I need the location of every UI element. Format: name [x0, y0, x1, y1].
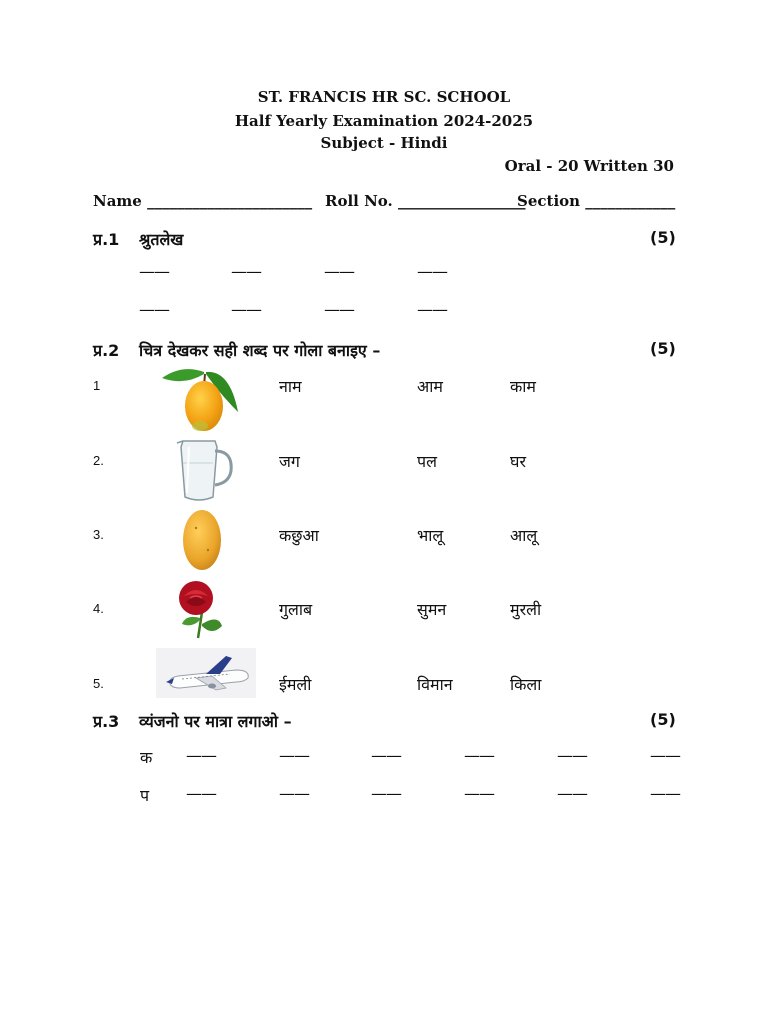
- item-number: 2.: [93, 453, 104, 468]
- q1-blank: ——: [231, 262, 261, 281]
- q3-blank: ——: [650, 746, 680, 765]
- exam-title: Half Yearly Examination 2024-2025: [234, 112, 534, 130]
- potato-icon: [180, 508, 224, 572]
- option-word: गुलाब: [279, 600, 313, 619]
- option-word: आलू: [510, 526, 538, 545]
- q3-blank: ——: [650, 784, 680, 803]
- q3-blank: ——: [186, 746, 216, 765]
- q1-number: प्र.1: [93, 230, 120, 249]
- name-field: Name ______________________: [93, 192, 313, 210]
- section-field: Section ____________: [517, 192, 676, 210]
- q3-title: व्यंजनो पर मात्रा लगाओ –: [139, 712, 292, 731]
- jug-icon: [175, 437, 237, 505]
- mango-icon: [160, 364, 240, 434]
- q1-marks: (5): [650, 228, 676, 247]
- q1-blank: ——: [417, 262, 447, 281]
- rose-icon: [172, 578, 226, 640]
- subject-title: Subject - Hindi: [320, 134, 448, 152]
- q1-blank: ——: [324, 300, 354, 319]
- q3-blank: ——: [557, 746, 587, 765]
- q3-marks: (5): [650, 710, 676, 729]
- option-word: नाम: [279, 377, 302, 396]
- q3-blank: ——: [464, 784, 494, 803]
- q3-blank: ——: [464, 746, 494, 765]
- roll-field: Roll No. _________________: [325, 192, 526, 210]
- q2-number: प्र.2: [93, 341, 120, 360]
- option-word: घर: [510, 452, 527, 471]
- q2-marks: (5): [650, 339, 676, 358]
- option-word: सुमन: [417, 600, 447, 619]
- q3-blank: ——: [186, 784, 216, 803]
- item-number: 4.: [93, 601, 104, 616]
- q2-title: चित्र देखकर सही शब्द पर गोला बनाइए –: [139, 341, 381, 360]
- option-word: कछुआ: [279, 526, 319, 545]
- option-word: जग: [279, 452, 300, 471]
- option-word: मुरली: [510, 600, 542, 619]
- option-word: आम: [417, 377, 443, 396]
- marks-distribution: Oral - 20 Written 30: [504, 157, 674, 175]
- consonant-letter: क: [140, 748, 153, 767]
- q3-blank: ——: [371, 784, 401, 803]
- option-word: किला: [510, 675, 542, 694]
- q3-blank: ——: [557, 784, 587, 803]
- q1-blank: ——: [139, 300, 169, 319]
- item-number: 3.: [93, 527, 104, 542]
- option-word: पल: [417, 452, 437, 471]
- q3-blank: ——: [279, 784, 309, 803]
- q1-blank: ——: [324, 262, 354, 281]
- q1-blank: ——: [231, 300, 261, 319]
- option-word: भालू: [417, 526, 444, 545]
- q1-title: श्रुतलेख: [139, 230, 184, 249]
- q1-blank: ——: [417, 300, 447, 319]
- q1-blank: ——: [139, 262, 169, 281]
- school-name: ST. FRANCIS HR SC. SCHOOL: [257, 88, 511, 106]
- airplane-icon: [156, 648, 256, 698]
- option-word: ईमली: [279, 675, 312, 694]
- q3-blank: ——: [371, 746, 401, 765]
- option-word: काम: [510, 377, 537, 396]
- item-number: 1: [93, 378, 101, 393]
- consonant-letter: प: [140, 786, 150, 805]
- option-word: विमान: [417, 675, 453, 694]
- q3-blank: ——: [279, 746, 309, 765]
- q3-number: प्र.3: [93, 712, 120, 731]
- item-number: 5.: [93, 676, 104, 691]
